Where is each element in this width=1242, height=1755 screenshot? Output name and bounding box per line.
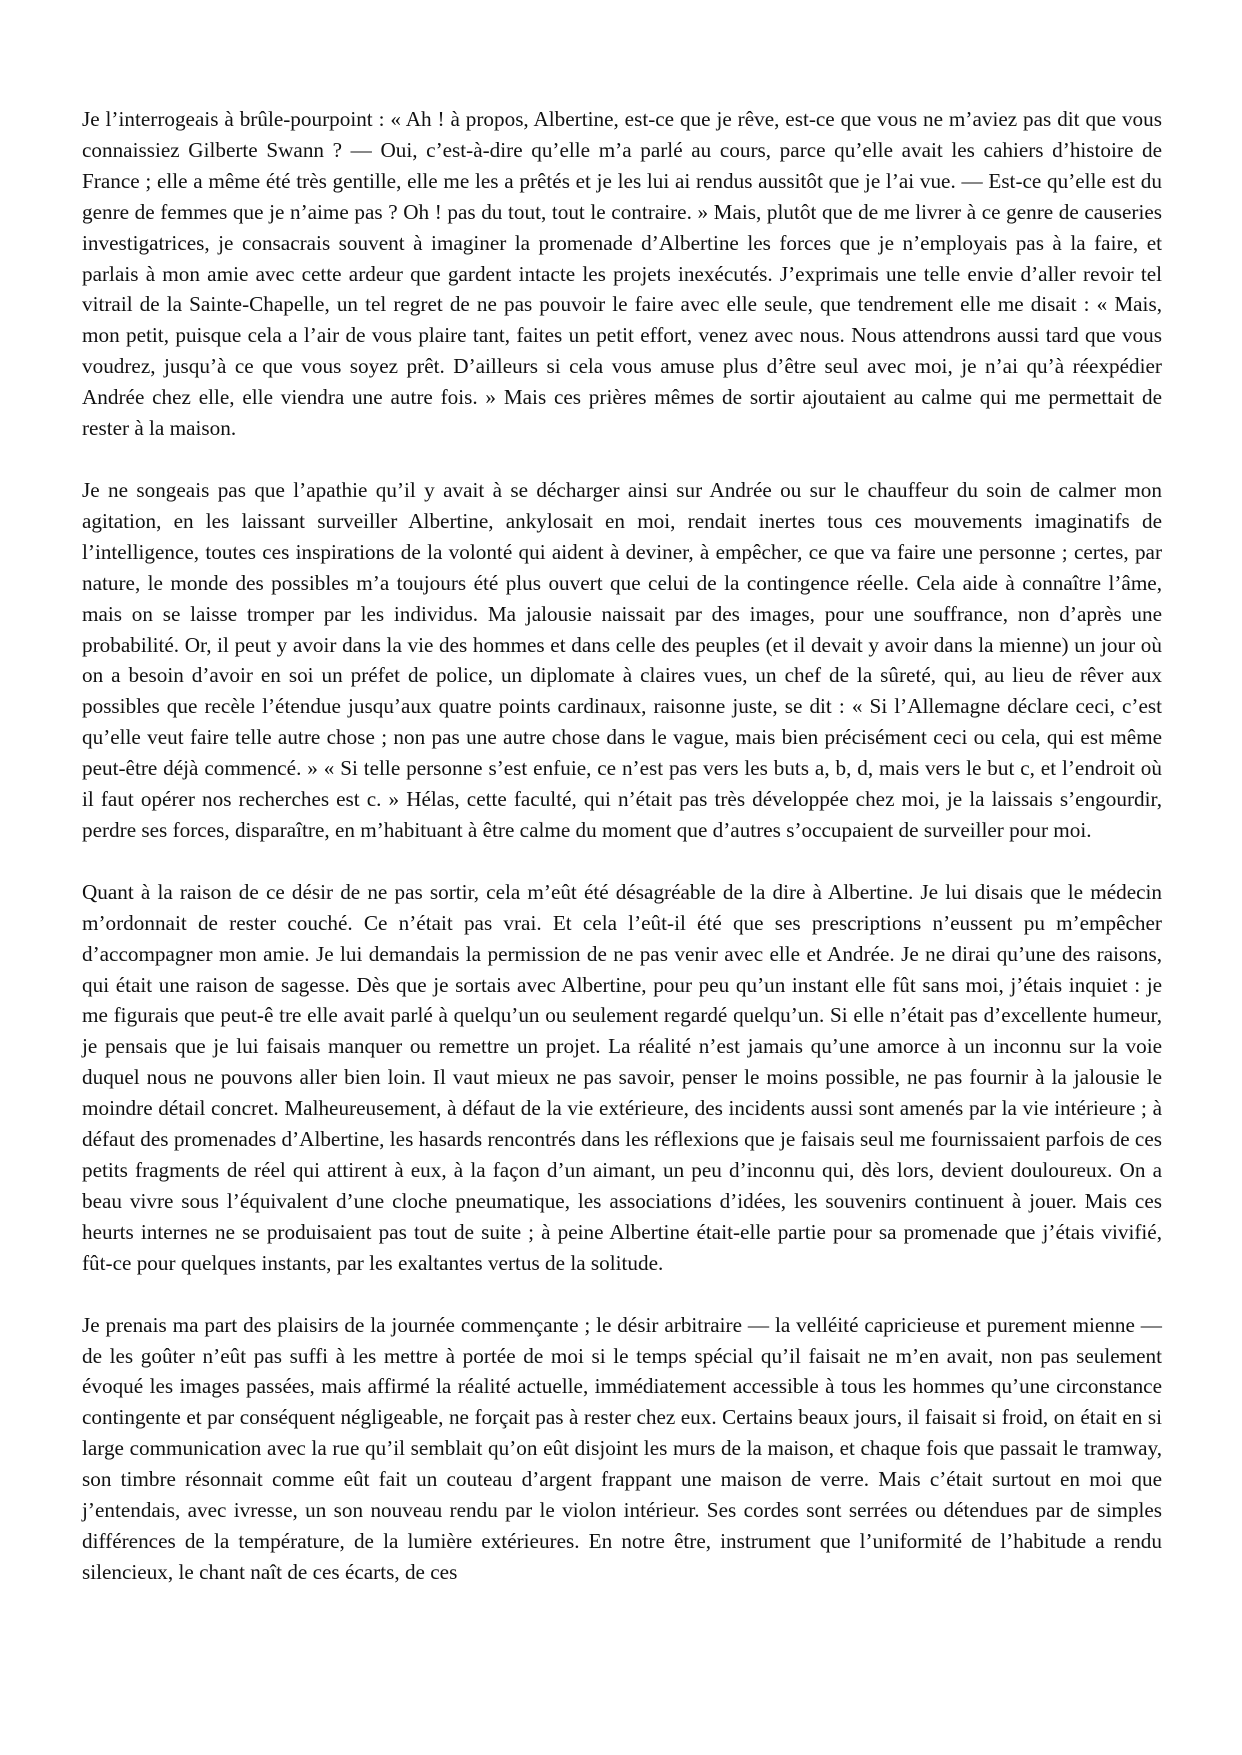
paragraph-2: Je ne songeais pas que l’apathie qu’il y avait à se décharger ainsi sur Andrée ou sur le chauffeur du soin de calmer mon agitation, en les laissant surveiller Albertine, ankylosait en moi, rendait inertes tous ces mouvements imaginatifs de l’intelligence, toutes ces inspirations de la volonté qui aident à deviner, à empêcher, ce que va faire une personne ; certes, par nature, le monde des possibles m’a toujours été plus ouvert que celui de la contingence réelle. Cela aide à connaître l’âme, mais on se laisse tromper par les individus. Ma jalousie naissait par des images, pour une souffrance, non d’après une probabilité. Or, il peut y avoir dans la vie des hommes et dans celle des peuples (et il devait y avoir dans la mienne) un jour où on a besoin d’avoir en soi un préfet de police, un diplomate à claires vues, un chef de la sûreté, qui, au lieu de rêver aux possibles que recèle l’étendue jusqu’aux quatre points cardinaux, raisonne juste, se dit : « Si l’Allemagne déclare ceci, c’est qu’elle veut faire telle autre chose ; non pas une autre chose dans le vague, mais bien précisément ceci ou cela, qui est même peut-être déjà commencé. » « Si telle personne s’est enfuie, ce n’est pas vers les buts a, b, d, mais vers le but c, et l’endroit où il faut opérer nos recherches est c. » Hélas, cette faculté, qui n’était pas très développée chez moi, je la laissais s’engourdir, perdre ses forces, disparaître, en m’habituant à être calme du moment que d’autres s’occupaient de surveiller pour moi. bbox=[82, 477, 1162, 842]
document-page bbox=[82, 104, 1162, 1588]
paragraph-3: Quant à la raison de ce désir de ne pas sortir, cela m’eût été désagréable de la dire à Albertine. Je lui disais que le médecin m’ordonnait de rester couché. Ce n’était pas vrai. Et cela l’eût-il été que ses prescriptions n’eussent pu m’empêcher d’accompagner mon amie. Je lui demandais la permission de ne pas venir avec elle et Andrée. Je ne dirai qu’une des raisons, qui était une raison de sagesse. Dès que je sortais avec Albertine, pour peu qu’un instant elle fût sans moi, j’étais inquiet : je me figurais que peut-ê tre elle avait parlé à quelqu’un ou seulement regardé quelqu’un. Si elle n’était pas d’excellente humeur, je pensais que je lui faisais manquer ou remettre un projet. La réalité n’est jamais qu’une amorce à un inconnu sur la voie duquel nous ne pouvons aller bien loin. Il vaut mieux ne pas savoir, penser le moins possible, ne pas fournir à la jalousie le moindre détail concret. Malheureusement, à défaut de la vie extérieure, des incidents aussi sont amenés par la vie intérieure ; à défaut des promenades d’Albertine, les hasards rencontrés dans les réflexions que je faisais seul me fournissaient parfois de ces petits fragments de réel qui attirent à eux, à la façon d’un aimant, un peu d’inconnu qui, dès lors, devient douloureux. On a beau vivre sous l’équivalent d’une cloche pneumatique, les associations d’idées, les souvenirs continuent à jouer. Mais ces heurts internes ne se produisaient pas tout de suite ; à peine Albertine était-elle partie pour sa promenade que j’étais vivifié, fût-ce pour quelques instants, par les exaltantes vertus de la solitude. bbox=[82, 879, 1162, 1275]
paragraph-1: Je l’interrogeais à brûle-pourpoint : « Ah ! à propos, Albertine, est-ce que je rêve, est-ce que vous ne m’aviez pas dit que vous connaissiez Gilberte Swann ? — Oui, c’est-à-dire qu’elle m’a parlé au cours, parce qu’elle avait les cahiers d’histoire de France ; elle a même été très gentille, elle me les a prêtés et je les lui ai rendus aussitôt que je l’ai vue. — Est-ce qu’elle est du genre de femmes que je n’aime pas ? Oh ! pas du tout, tout le contraire. » Mais, plutôt que de me livrer à ce genre de causeries investigatrices, je consacrais souvent à imaginer la promenade d’Albertine les forces que je n’employais pas à la faire, et parlais à mon amie avec cette ardeur que gardent intacte les projets inexécutés. J’exprimais une telle envie d’aller revoir tel vitrail de la Sainte-Chapelle, un tel regret de ne pas pouvoir le faire avec elle seule, que tendrement elle me disait : « Mais, mon petit, puisque cela a l’air de vous plaire tant, faites un petit effort, venez avec nous. Nous attendrons aussi tard que vous voudrez, jusqu’à ce que vous soyez prêt. D’ailleurs si cela vous amuse plus d’être seul avec moi, je n’ai qu’à réexpédier Andrée chez elle, elle viendra une autre fois. » Mais ces prières mêmes de sortir ajoutaient au calme qui me permettait de rester à la maison. bbox=[82, 107, 1162, 441]
paragraph-4: Je prenais ma part des plaisirs de la journée commençante ; le désir arbitraire — la velléité capricieuse et purement mienne — de les goûter n’eût pas suffi à les mettre à portée de moi si le temps spécial qu’il faisait ne m’en avait, non pas seulement évoqué les images passées, mais affirmé la réalité actuelle, immédiatement accessible à tous les hommes qu’une circonstance contingente et par conséquent négligeable, ne forçait pas à rester chez eux. Certains beaux jours, il faisait si froid, on était en si large communication avec la rue qu’il semblait qu’on eût disjoint les murs de la maison, et chaque fois que passait le tramway, son timbre résonnait comme eût fait un couteau d’argent frappant une maison de verre. Mais c’était surtout en moi que j’entendais, avec ivresse, un son nouveau rendu par le violon intérieur. Ses cordes sont serrées ou détendues par de simples différences de la température, de la lumière extérieures. En notre être, instrument que l’uniformité de l’habitude a rendu silencieux, le chant naît de ces écarts, de ces bbox=[82, 1312, 1162, 1584]
